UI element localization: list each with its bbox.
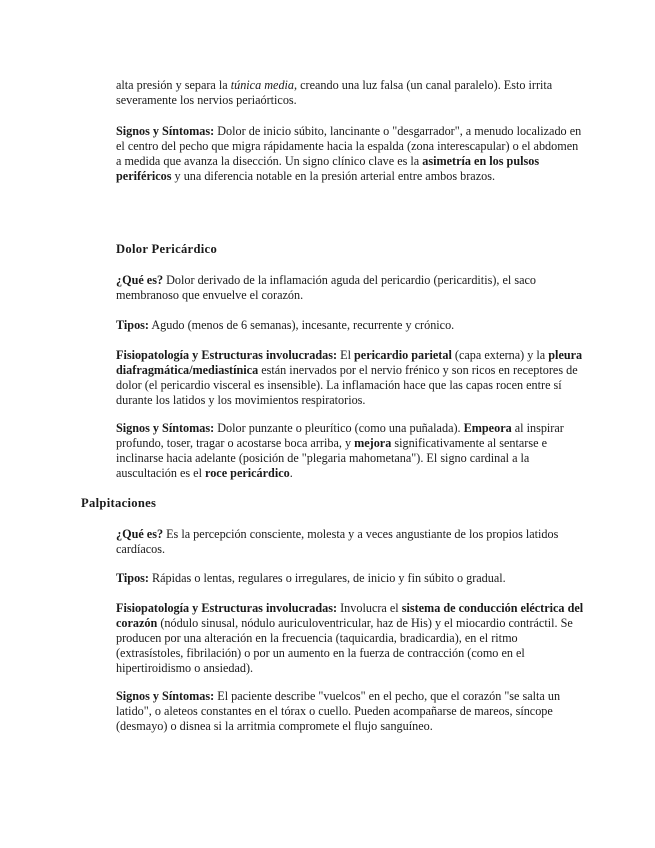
text: al inspirar profundo, toser, tragar o acostarse boca arriba, y: [116, 421, 564, 450]
heading-palpitaciones: Palpitaciones: [81, 496, 157, 510]
text: El paciente describe "vuelcos" en el pecho, que el corazón "se salta un latido", o aleteos constantes en el tórax o cuello. Pueden acompañarse de mareos, síncope (desmayo) o disnea si la arritmia compromete el flujo sanguíneo.: [116, 689, 561, 733]
bold-label: Signos y Síntomas:: [116, 421, 215, 435]
text: (capa externa) y la: [451, 348, 549, 362]
paragraph-signos-aortica: [116, 124, 586, 184]
bold-label: Fisiopatología y Estructuras involucradas:: [116, 601, 338, 615]
text: Dolor de inicio súbito, lancinante o "desgarrador", a menudo localizado en el centro del pecho que migra rápidamente hacia la espalda (zona interescapular) o el abdomen a medida que avanza la disección. Un signo clínico clave es la: [116, 124, 582, 168]
bold-term: roce pericárdico: [205, 466, 290, 480]
text: Rápidas o lentas, regulares o irregulares, de inicio y fin súbito o gradual.: [148, 571, 506, 585]
bold-label: ¿Qué es?: [116, 273, 164, 287]
text: alta presión y separa la: [116, 78, 231, 92]
bold-term: mejora: [354, 436, 392, 450]
text: están inervados por el nervio frénico y son ricos en receptores de dolor (el pericardio visceral es insensible). La inflamación hace que las capas rocen entre sí durante los latidos y los movimientos respiratorios.: [116, 363, 578, 407]
bold-term: pleura diafragmática/mediastínica: [116, 348, 583, 377]
text: Es la percepción consciente, molesta y a veces angustiante de los propios latidos cardíacos.: [116, 527, 559, 556]
text: .: [289, 466, 293, 480]
text: Dolor derivado de la inflamación aguda del pericardio (pericarditis), el saco membranoso que envuelve el corazón.: [116, 273, 536, 302]
text: Agudo (menos de 6 semanas), incesante, recurrente y crónico.: [148, 318, 455, 332]
paragraph-signos-palpitaciones: [116, 689, 586, 734]
bold-label: Tipos:: [116, 571, 149, 585]
bold-label: Tipos:: [116, 318, 149, 332]
bold-label: Signos y Síntomas:: [116, 689, 215, 703]
text: y una diferencia notable en la presión arterial entre ambos brazos.: [171, 169, 496, 183]
heading-dolor-pericardico: Dolor Pericárdico: [116, 242, 218, 256]
paragraph-tunica-media: [116, 78, 586, 108]
paragraph-fisiopatologia-pericardico: [116, 348, 586, 408]
text: (nódulo sinusal, nódulo auriculoventricular, haz de His) y el miocardio contráctil. Se producen por una alteración en la frecuencia (taquicardia, bradicardia), en el ritmo (extrasístoles, fibrilación) o por un aumento en la fuerza de contracción (como en el hipertiroidismo o ansiedad).: [116, 616, 573, 675]
bold-label: Signos y Síntomas:: [116, 124, 215, 138]
text: , creando una luz falsa (un canal paralelo). Esto irrita severamente los nervios periaórticos.: [116, 78, 553, 107]
italic-term: túnica media: [230, 78, 295, 92]
paragraph-fisiopatologia-palpitaciones: [116, 601, 586, 676]
bold-term: Empeora: [463, 421, 512, 435]
text: Involucra el: [337, 601, 402, 615]
text: El: [337, 348, 355, 362]
paragraph-que-es-palpitaciones: [116, 527, 586, 557]
text: significativamente al sentarse e inclinarse hacia adelante (posición de "plegaria mahometana"). El signo cardinal a la auscultación es el: [116, 436, 547, 480]
bold-label: Fisiopatología y Estructuras involucradas:: [116, 348, 338, 362]
bold-term: pericardio parietal: [354, 348, 452, 362]
bold-term: sistema de conducción eléctrica del corazón: [116, 601, 584, 630]
bold-label: ¿Qué es?: [116, 527, 164, 541]
paragraph-signos-pericardico: [116, 421, 586, 481]
bold-term: asimetría en los pulsos periféricos: [116, 154, 540, 183]
paragraph-que-es-pericardico: [116, 273, 586, 303]
paragraph-tipos-palpitaciones: [116, 571, 586, 586]
text: Dolor punzante o pleurítico (como una puñalada).: [214, 421, 464, 435]
paragraph-tipos-pericardico: [116, 318, 586, 333]
